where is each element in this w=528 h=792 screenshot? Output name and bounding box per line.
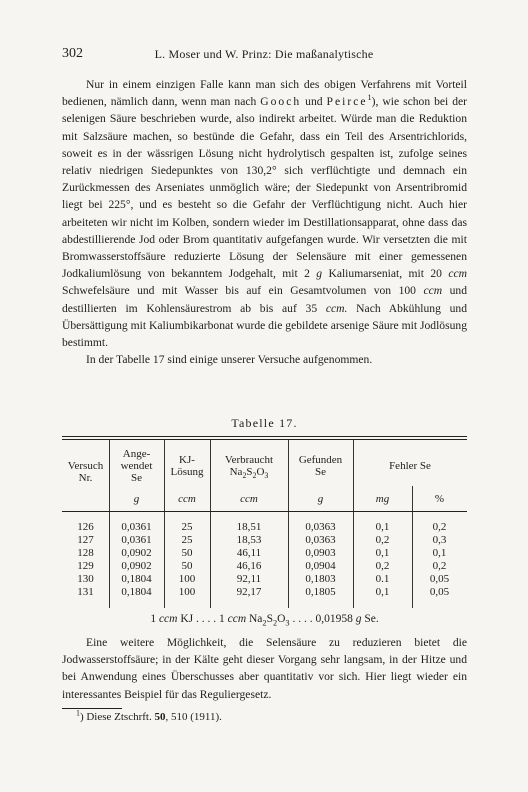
table-cell: 46,16 bbox=[236, 559, 262, 572]
table-cell: 0,05 bbox=[429, 572, 450, 585]
author-name: Gooch bbox=[260, 95, 302, 109]
table-cell: 0,1 bbox=[375, 546, 390, 559]
table-cell: 18,53 bbox=[236, 533, 262, 546]
paragraph: Eine weitere Möglichkeit, die Selensäure zu reduzieren bietet die Jodwasserstoffsäure; in der Kälte geht dieser Vorgang sehr langsam, in der Hitze und bei Anwendung eines Überschusses aber quantitativ vor sich. Hier liegt wieder ein interessantes Beispiel für das Reguliergesetz. bbox=[62, 636, 467, 701]
table-cell: 92,11 bbox=[236, 572, 262, 585]
table-cell: 100 bbox=[178, 572, 196, 585]
paragraph: In der Tabelle 17 sind einige unserer Versuche aufgenommen. bbox=[86, 353, 373, 367]
table-cell: 131 bbox=[77, 585, 94, 598]
table-cell: 0,0363 bbox=[305, 521, 336, 533]
running-title: L. Moser und W. Prinz: Die maßanalytische bbox=[154, 47, 374, 61]
unit-label: ccm bbox=[178, 493, 196, 505]
table-cell: 0,1 bbox=[375, 585, 390, 598]
header-gefunden: Gefunden Se bbox=[298, 454, 343, 478]
footnote-ref: 1 bbox=[367, 93, 372, 103]
table-cell: 129 bbox=[77, 559, 94, 572]
table-cell: 0,0363 bbox=[305, 533, 336, 546]
table-cell: 92,17 bbox=[236, 585, 262, 598]
table-cell: 0,3 bbox=[432, 533, 447, 546]
table-cell: 0,0902 bbox=[121, 546, 152, 559]
table-cell: 126 bbox=[77, 521, 94, 533]
table-rule bbox=[62, 436, 467, 437]
table-cell: 0,0361 bbox=[121, 533, 152, 546]
body-text-continued bbox=[62, 634, 467, 703]
header-verbraucht: Verbraucht $Na_2S_2O_3$ bbox=[224, 454, 274, 481]
table-cell: 127 bbox=[77, 533, 94, 546]
body-text bbox=[62, 76, 467, 368]
table-footnote-equivalence: 1 ccm KJ . . . . 1 ccm $Na_2S_2O_3$ . . . . 0,01958 g Se. bbox=[150, 613, 379, 628]
table-cell: 0,2 bbox=[375, 559, 390, 572]
table-cell: 0,1804 bbox=[121, 572, 152, 585]
header-kj-loesung: KJ- Lösung bbox=[170, 454, 204, 478]
table-cell: 0.1 bbox=[375, 572, 390, 585]
table-cell: 0,1805 bbox=[305, 585, 336, 598]
footnote-rule bbox=[62, 708, 122, 709]
table-cell: 100 bbox=[178, 585, 196, 598]
author-name: Peirce bbox=[326, 95, 368, 109]
table-cell: 128 bbox=[77, 546, 94, 559]
table-rule bbox=[62, 511, 467, 512]
table-cell: 0,1 bbox=[432, 546, 447, 559]
table-cell: 50 bbox=[181, 559, 193, 572]
table-cell: 0,05 bbox=[429, 585, 450, 598]
table-cell: 0,1803 bbox=[305, 572, 336, 585]
table-cell: 0,1804 bbox=[121, 585, 152, 598]
unit-label: g bbox=[317, 493, 324, 505]
table-cell: 25 bbox=[181, 521, 193, 533]
paragraph: Nur in einem einzigen Falle kann man sich des obigen Verfahrens mit Vorteil bedienen, nämlich dann, wenn man nach Gooch und Peirce$^1$), wie schon bei der selenigen Säure beschrieben wurde, also indirekt arbeitet. Würde man die Reduktion mit Salzsäure machen, so bestünde die Gefahr, dass ein Teil des Arsentrichlorids, soweit es in der wässrigen Lösung nicht hydrolytisch gespalten ist, zufolge seines relativ niedrigen Siedepunktes von 130,2° sich verflüchtigte und demnach ein Zurückmessen des Arseniates unmöglich wäre; der Siedepunkt von Arsentribromid liegt bei 225°, und es besteht so die Gefahr der Verflüchtigung nicht. Auch hier arbeiteten wir nicht im Kolben, sondern wieder im Destillationsapparat, ohne dass das abdestillierende Jod oder Brom quantitativ aufgefangen wurde. Wir versetzten die mit Bromwasserstoffsäure reduzierte Lösung der Selensäure mit einer gemessenen Jodkaliumlösung von bekanntem Jodgehalt, mit 2 g Kaliumarseniat, mit 20 ccm Schwefelsäure und mit Wasser bis auf ein Gesamtvolumen von 100 ccm und destillierten im Kohlensäurestrom ab bis auf 35 ccm. Nach Abkühlung und Übersättigung mit Kaliumbikarbonat wurde die gebildete arsenige Säure mit Jodlösung bestimmt. bbox=[62, 78, 468, 350]
table-cell: 0,0361 bbox=[121, 521, 152, 533]
table-cell: 130 bbox=[77, 572, 94, 585]
unit-label: mg bbox=[375, 493, 390, 505]
table-title: Tabelle 17. bbox=[231, 416, 298, 430]
page-number: 302 bbox=[62, 46, 83, 61]
table-cell: 18,51 bbox=[236, 521, 262, 533]
footnote: $^1$) Diese Ztschrft. 50, 510 (1911). bbox=[76, 708, 222, 723]
table-cell: 0,0904 bbox=[305, 559, 336, 572]
table-cell: 25 bbox=[181, 533, 193, 546]
header-fehler: Fehler Se bbox=[389, 460, 431, 472]
header-versuch: Versuch Nr. bbox=[67, 460, 104, 484]
table-cell: 0,2 bbox=[432, 559, 447, 572]
unit-label: % bbox=[434, 493, 445, 505]
table-rule bbox=[62, 439, 467, 440]
table-cell: 0,0902 bbox=[121, 559, 152, 572]
table-cell: 0,0903 bbox=[305, 546, 336, 559]
unit-label: ccm bbox=[240, 493, 258, 505]
table-cell: 50 bbox=[181, 546, 193, 559]
unit-label: g bbox=[133, 493, 140, 505]
table-cell: 46,11 bbox=[236, 546, 262, 559]
table-cell: 0,2 bbox=[375, 533, 390, 546]
header-angewendet: Ange- wendet Se bbox=[120, 448, 153, 484]
table-cell: 0,1 bbox=[375, 521, 390, 533]
table-cell: 0,2 bbox=[432, 521, 447, 533]
